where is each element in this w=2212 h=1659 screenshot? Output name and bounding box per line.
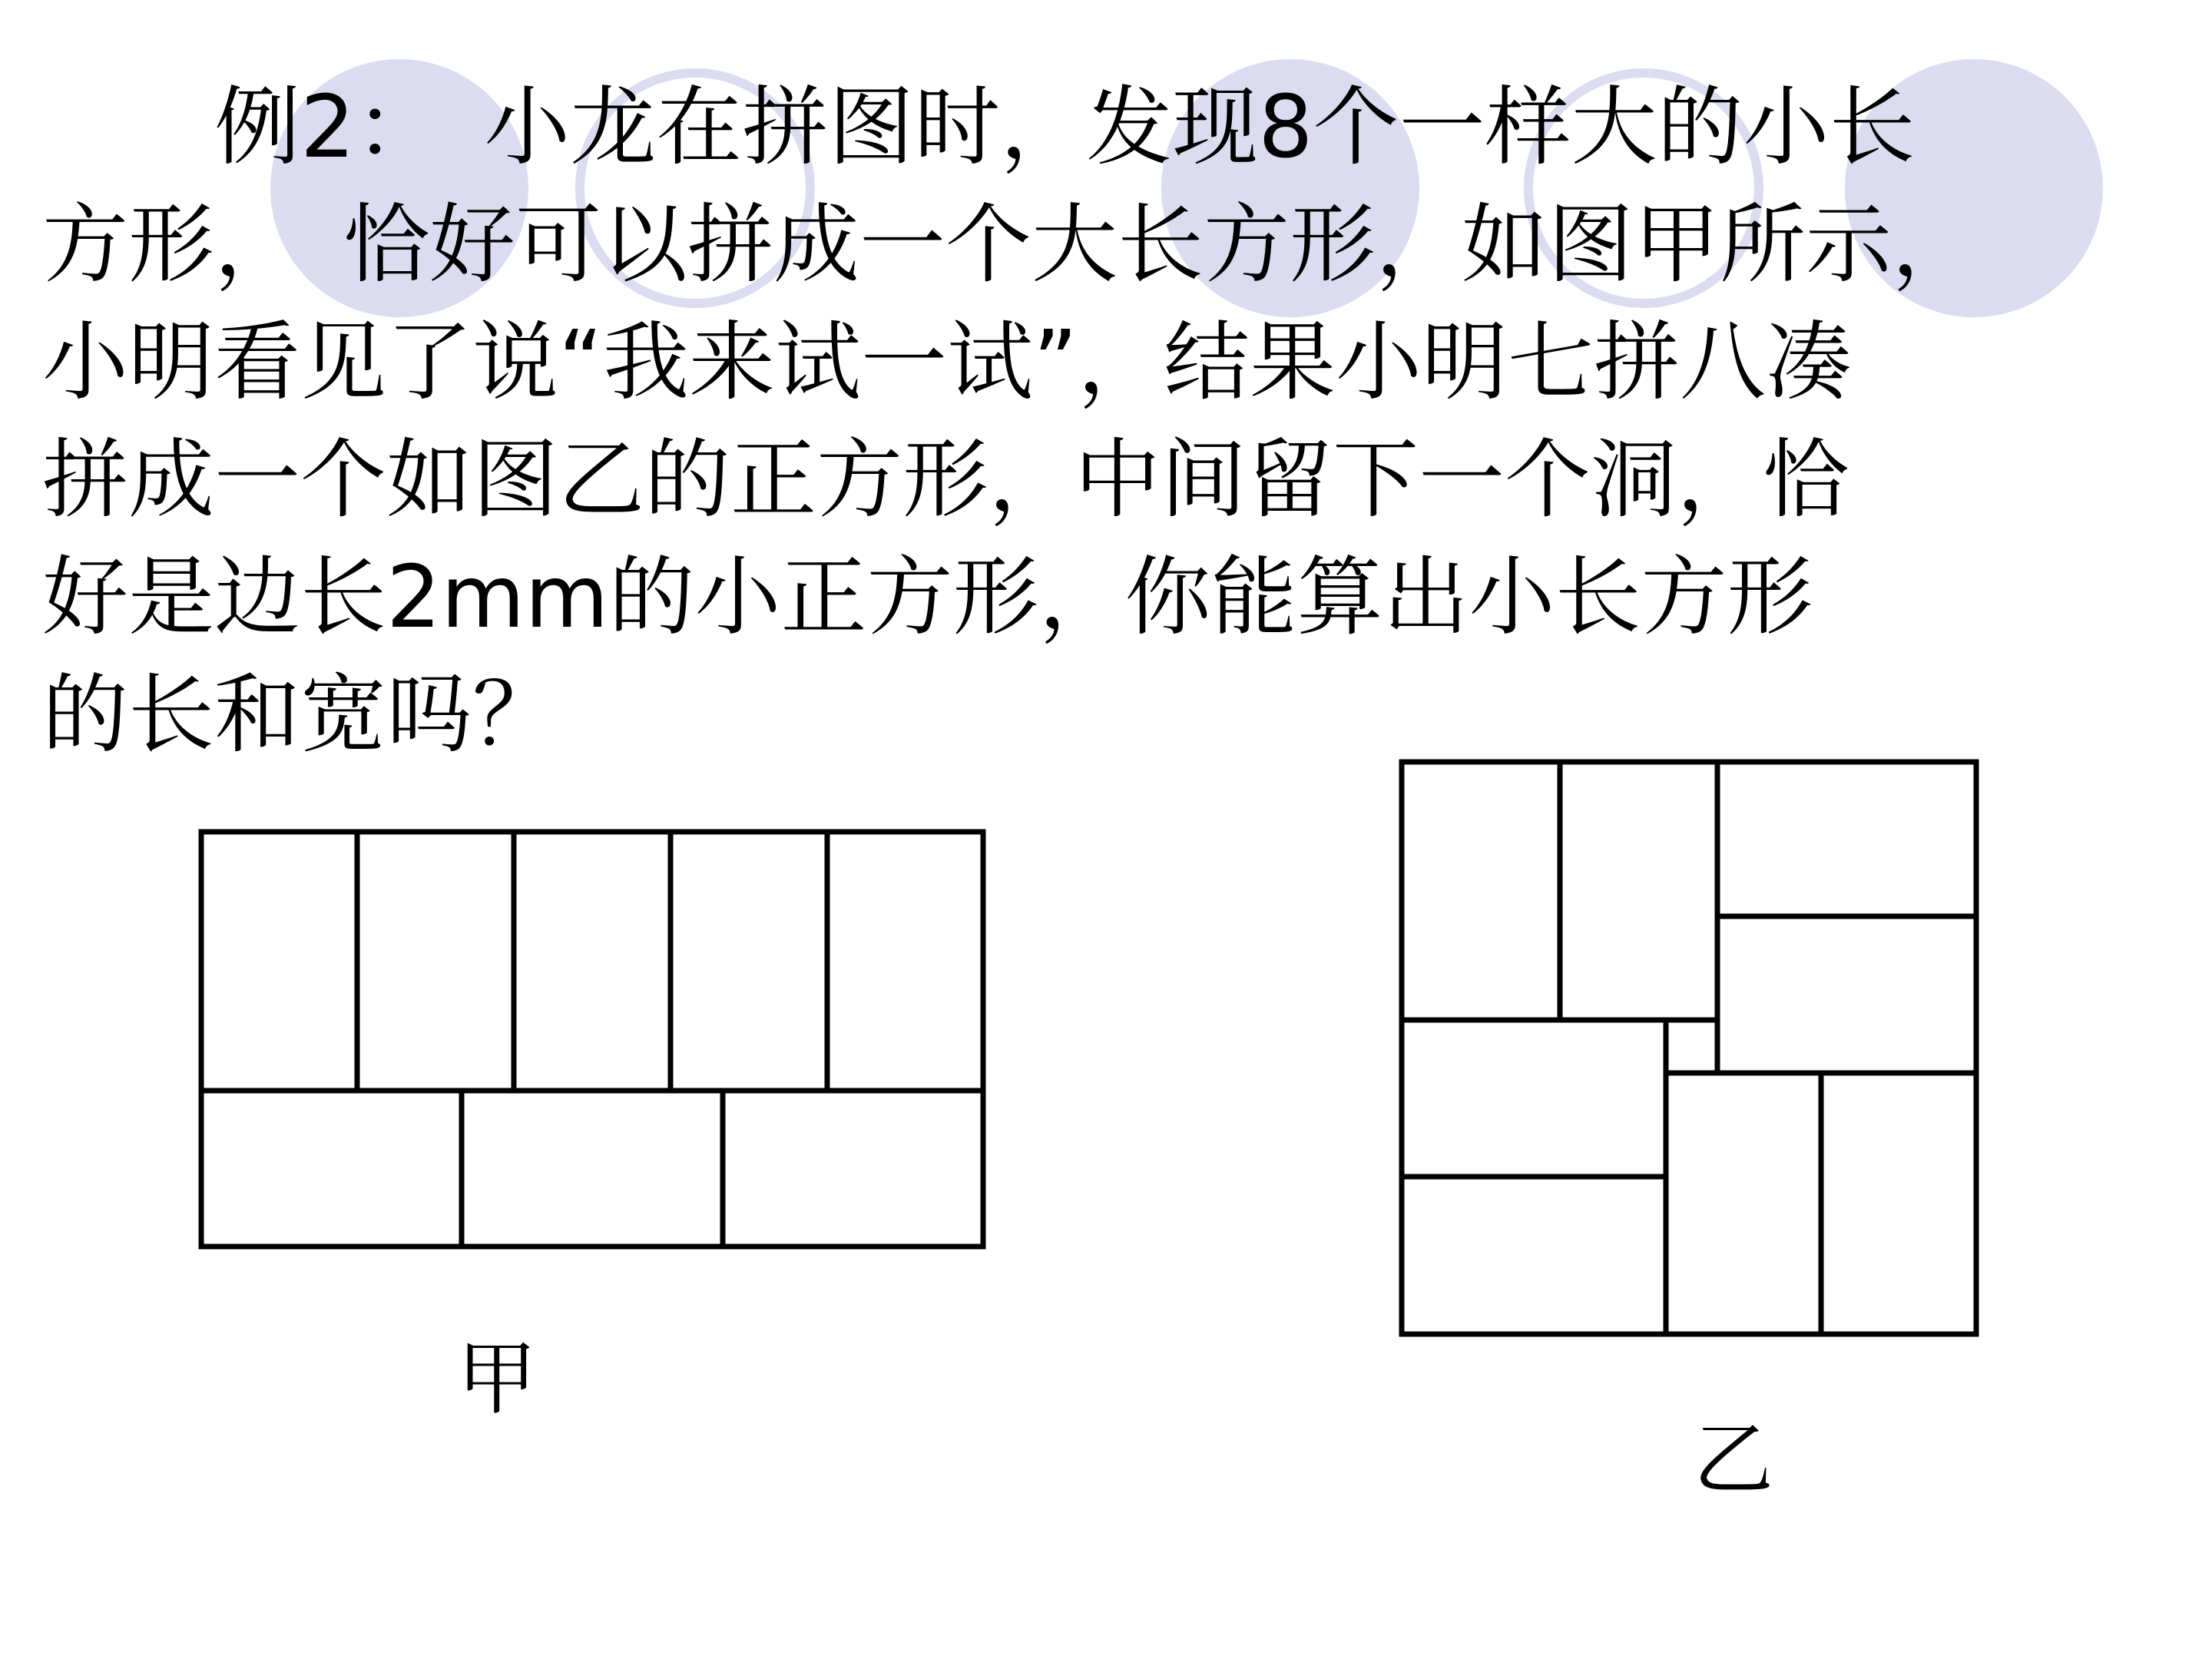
problem-line: 的长和宽吗？ <box>42 665 558 765</box>
problem-line: 方形， 恰好可以拼成一个大长方形，如图甲所示， <box>42 195 1978 295</box>
figure-a-outline <box>201 832 983 1247</box>
problem-line: 拼成一个如图乙的正方形，中间留下一个洞，恰 <box>42 430 1849 530</box>
problem-line: 好是边长2mm的小正方形，你能算出小长方形 <box>42 548 1813 647</box>
figure-a-large-rectangle <box>201 832 983 1247</box>
figure-a-label: 甲 <box>457 1332 538 1426</box>
figure-b-outline <box>1402 762 1976 1334</box>
figure-b-label: 乙 <box>1694 1412 1774 1506</box>
problem-line: 小明看见了说“我来试一试”，结果小明七拼八凑 <box>42 313 1853 412</box>
problem-line: 例2： 小龙在拼图时，发现8个一样大的小长 <box>42 78 1916 177</box>
figure-b-square <box>1402 762 1976 1334</box>
